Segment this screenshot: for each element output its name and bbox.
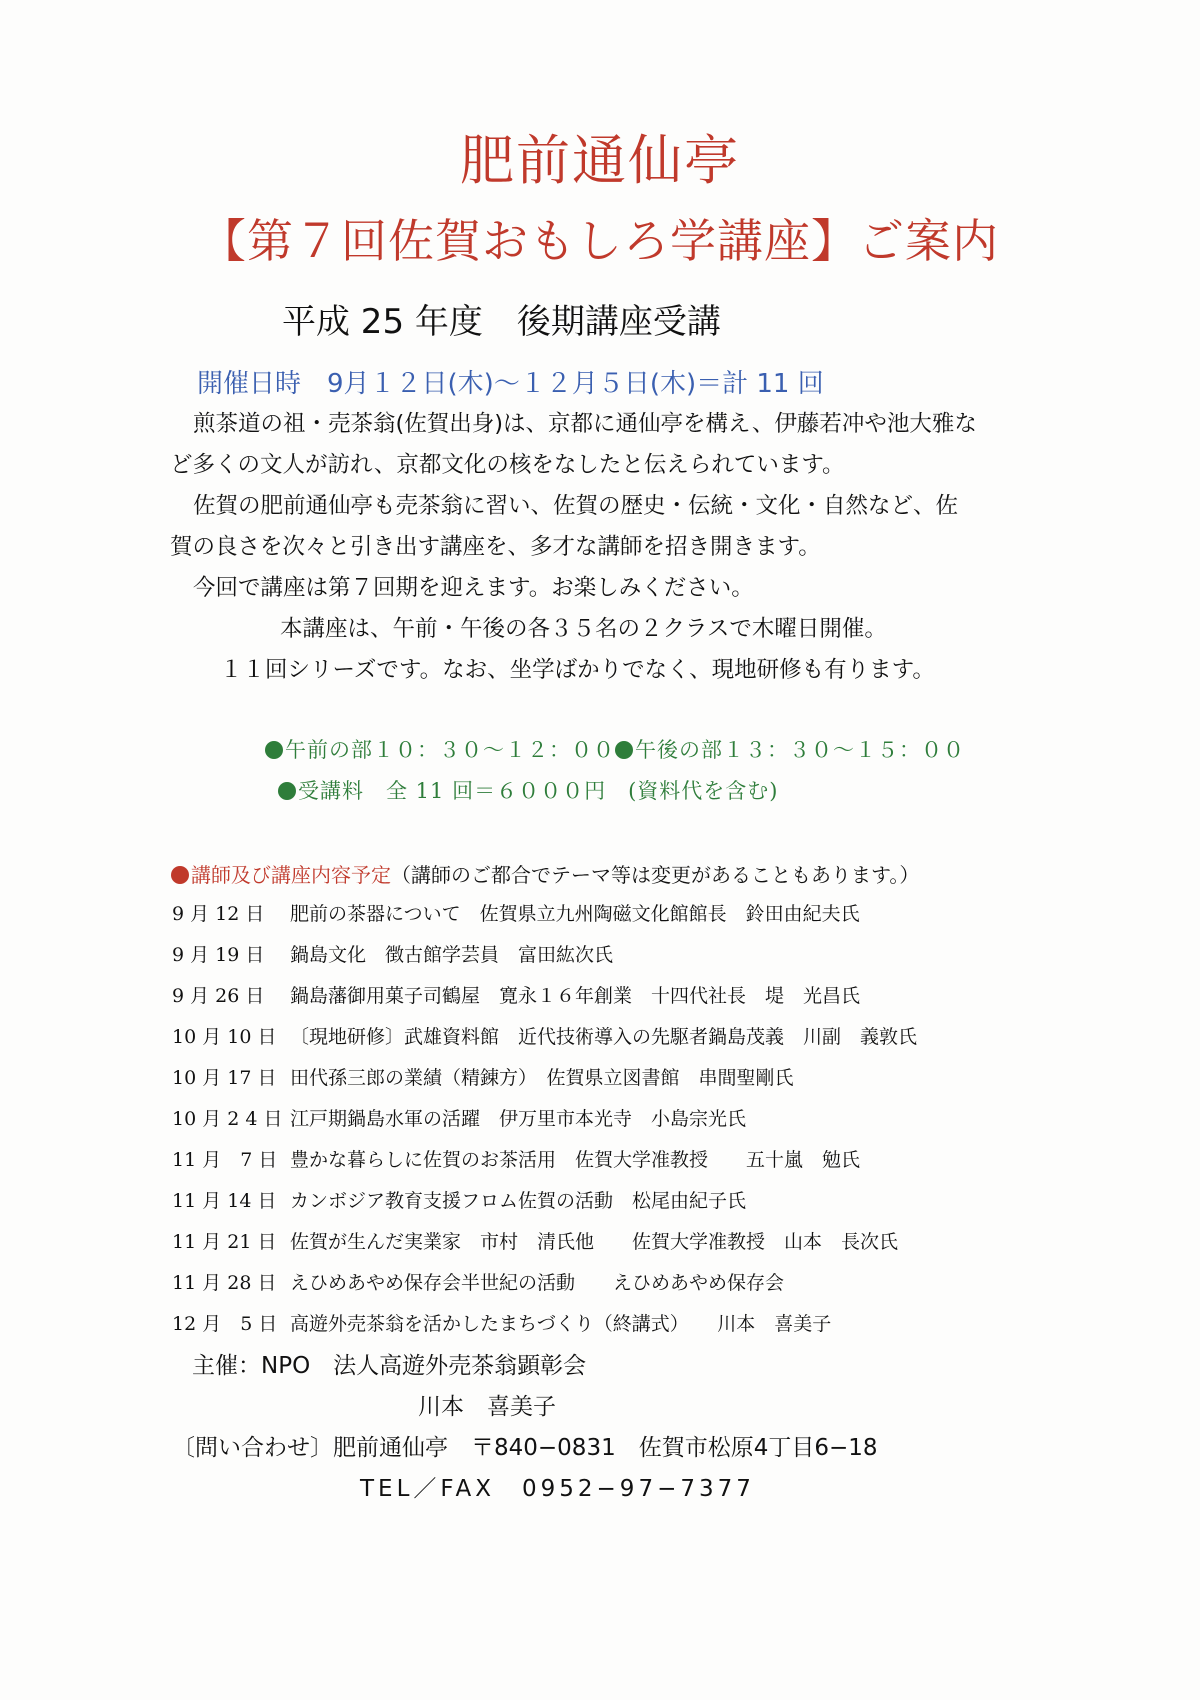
schedule-text: 肥前の茶器について 佐賀県立九州陶磁文化館館長 鈴田由紀夫氏 xyxy=(290,903,860,925)
bullet-icon xyxy=(278,782,296,800)
schedule-row xyxy=(172,1186,746,1213)
intro-line: ど多くの文人が訪れ、京都文化の核をなしたと伝えられています。 xyxy=(170,452,845,478)
event-dates: 開催日時 9月１２日(木)～１２月５日(木)＝計 11 回 xyxy=(197,369,824,399)
morning-session: 午前の部１０：３０～１２：００ xyxy=(285,738,615,762)
intro-line: １１回シリーズです。なお、坐学ばかりでなく、現地研修も有ります。 xyxy=(220,657,935,683)
intro-line: 賀の良さを次々と引き出す講座を、多才な講師を招き開きます。 xyxy=(170,534,821,560)
schedule-date: 9 月 12 日 xyxy=(172,903,265,925)
afternoon-session: 午後の部１３：３０～１５：００ xyxy=(635,738,965,762)
schedule-date: 10 月 17 日 xyxy=(172,1067,277,1089)
fee-line xyxy=(278,775,778,805)
schedule-row xyxy=(172,899,860,926)
schedule-text: 高遊外売茶翁を活かしたまちづくり（終講式） 川本 喜美子 xyxy=(290,1313,832,1335)
schedule-date: 10 月 10 日 xyxy=(172,1026,277,1048)
term-heading: 平成 25 年度 後期講座受講 xyxy=(282,302,721,342)
schedule-row xyxy=(172,1145,860,1172)
schedule-text: 豊かな暮らしに佐賀のお茶活用 佐賀大学准教授 五十嵐 勉氏 xyxy=(290,1149,861,1171)
intro-line: 今回で講座は第７回期を迎えます。お楽しみください。 xyxy=(193,575,754,601)
schedule-text: 江戸期鍋島水軍の活躍 伊万里市本光寺 小島宗光氏 xyxy=(290,1108,747,1130)
schedule-text: えひめあやめ保存会半世紀の活動 えひめあやめ保存会 xyxy=(290,1272,785,1294)
schedule-note: （講師のご都合でテーマ等は変更があることもあります。） xyxy=(391,863,920,887)
schedule-text: 〔現地研修〕武雄資料館 近代技術導入の先駆者鍋島茂義 川副 義敦氏 xyxy=(290,1026,918,1048)
intro-line: 本講座は、午前・午後の各３５名の２クラスで木曜日開催。 xyxy=(280,616,887,642)
bullet-icon xyxy=(615,741,633,759)
schedule-date: 11 月 28 日 xyxy=(172,1272,277,1294)
tel-fax: TEL／FAX 0952−97−7377 xyxy=(360,1476,755,1502)
schedule-title: 講師及び講座内容予定 xyxy=(191,863,391,887)
schedule-text: 佐賀が生んだ実業家 市村 清氏他 佐賀大学准教授 山本 長次氏 xyxy=(290,1231,899,1253)
schedule-row xyxy=(172,1309,831,1336)
intro-line: 佐賀の肥前通仙亭も売茶翁に習い、佐賀の歴史・伝統・文化・自然など、佐 xyxy=(193,493,959,519)
schedule-row xyxy=(172,981,860,1008)
schedule-date: 10 月 2 4 日 xyxy=(172,1108,283,1130)
schedule-date: 9 月 19 日 xyxy=(172,944,265,966)
schedule-date: 11 月 7 日 xyxy=(172,1149,278,1171)
organizer-person: 川本 喜美子 xyxy=(418,1394,556,1420)
schedule-row xyxy=(172,1063,794,1090)
schedule-text: 鍋島文化 徴古館学芸員 富田紘次氏 xyxy=(290,944,614,966)
session-times xyxy=(265,734,965,764)
bullet-icon xyxy=(265,741,283,759)
schedule-date: 12 月 5 日 xyxy=(172,1313,278,1335)
schedule-text: 田代孫三郎の業績（精錬方） 佐賀県立図書館 串間聖剛氏 xyxy=(290,1067,794,1089)
schedule-row xyxy=(172,1268,784,1295)
contact-info: 〔問い合わせ〕肥前通仙亭 〒840−0831 佐賀市松原4丁目6−18 xyxy=(172,1435,878,1461)
schedule-text: 鍋島藩御用菓子司鶴屋 寛永１６年創業 十四代社長 堤 光昌氏 xyxy=(290,985,861,1007)
schedule-row xyxy=(172,1022,917,1049)
schedule-row xyxy=(172,940,613,967)
schedule-date: 11 月 21 日 xyxy=(172,1231,277,1253)
page-subtitle: 【第７回佐賀おもしろ学講座】ご案内 xyxy=(200,214,999,268)
intro-line: 煎茶道の祖・売茶翁(佐賀出身)は、京都に通仙亭を構え、伊藤若冲や池大雅な xyxy=(193,411,977,437)
schedule-row xyxy=(172,1227,898,1254)
schedule-date: 11 月 14 日 xyxy=(172,1190,277,1212)
schedule-row xyxy=(172,1104,746,1131)
organizer: 主催：NPO 法人高遊外売茶翁顕彰会 xyxy=(192,1353,587,1379)
page-title: 肥前通仙亭 xyxy=(460,129,740,192)
bullet-icon xyxy=(171,866,189,884)
schedule-date: 9 月 26 日 xyxy=(172,985,265,1007)
schedule-text: カンボジア教育支援フロム佐賀の活動 松尾由紀子氏 xyxy=(290,1190,747,1212)
fee-text: 受講料 全 11 回＝６０００円 (資料代を含む) xyxy=(298,779,779,803)
schedule-heading xyxy=(171,859,919,888)
